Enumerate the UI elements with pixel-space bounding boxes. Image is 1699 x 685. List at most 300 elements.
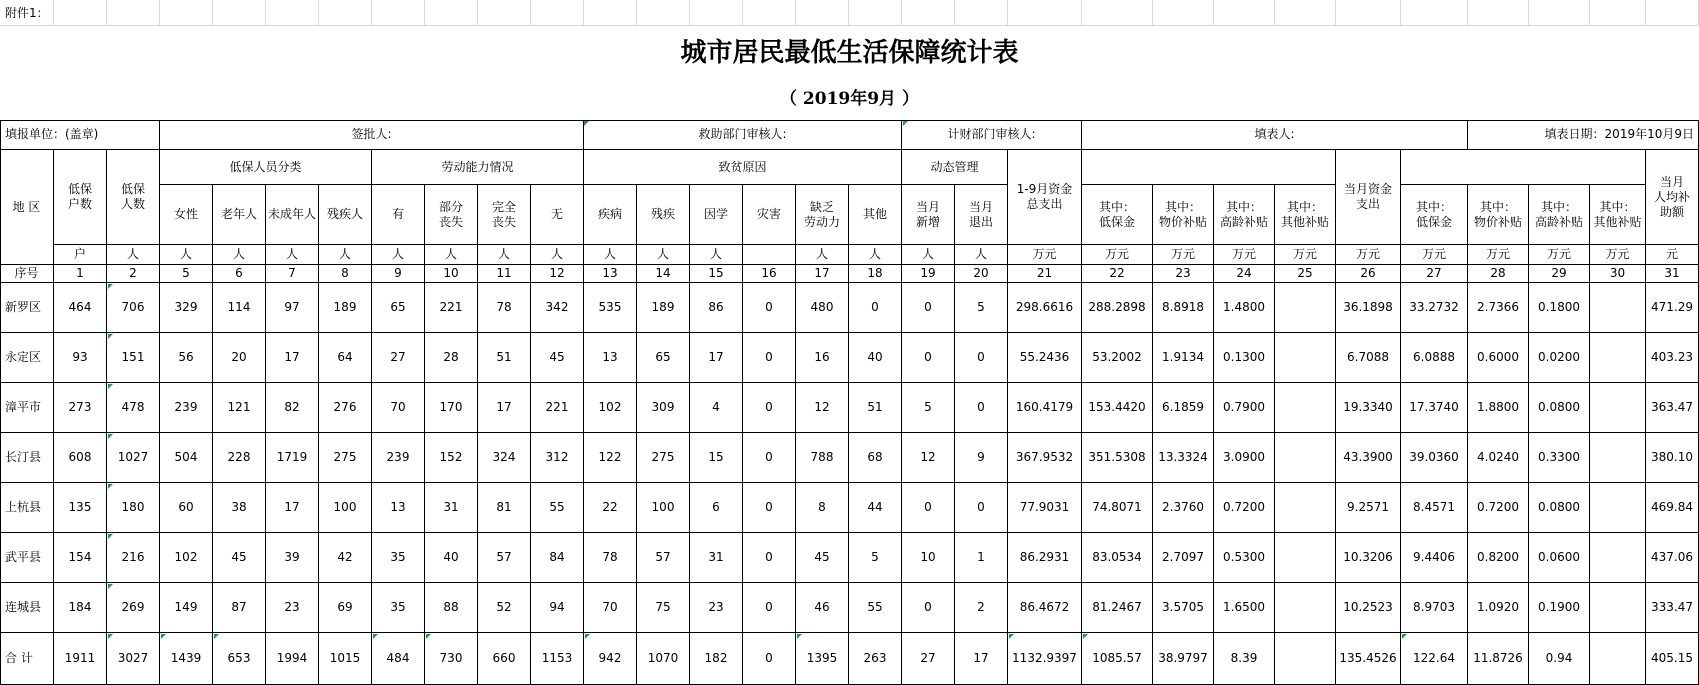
data-cell: 1132.9397 bbox=[1008, 633, 1082, 685]
data-cell: 88 bbox=[425, 583, 478, 633]
data-cell: 0 bbox=[743, 433, 796, 483]
data-cell: 56 bbox=[160, 333, 213, 383]
attachment-label: 附件1： bbox=[5, 5, 49, 20]
unit-cell: 人 bbox=[796, 245, 849, 265]
data-cell: 351.5308 bbox=[1082, 433, 1153, 483]
unit-cell: 人 bbox=[637, 245, 690, 265]
cell-comment-indicator bbox=[108, 384, 113, 389]
data-cell: 15 bbox=[690, 433, 743, 483]
data-cell: 367.9532 bbox=[1008, 433, 1082, 483]
data-cell bbox=[1275, 433, 1336, 483]
cell-comment-indicator bbox=[108, 534, 113, 539]
data-cell: 27 bbox=[902, 633, 955, 685]
header-month-total: 当月资金 支出 bbox=[1336, 150, 1401, 245]
grid-cell bbox=[531, 0, 584, 26]
data-cell bbox=[1590, 433, 1646, 483]
grid-cell bbox=[478, 0, 531, 26]
data-cell: 46 bbox=[796, 583, 849, 633]
data-cell: 0.7200 bbox=[1214, 483, 1275, 533]
data-cell: 0.0800 bbox=[1529, 483, 1590, 533]
data-cell: 0 bbox=[955, 333, 1008, 383]
grid-cell bbox=[1008, 0, 1082, 26]
data-cell: 0.7900 bbox=[1214, 383, 1275, 433]
data-cell: 45 bbox=[796, 533, 849, 583]
header-fund-column: 其中： 物价补贴 bbox=[1153, 185, 1214, 245]
data-cell: 27 bbox=[372, 333, 425, 383]
header-sub-column: 因学 bbox=[690, 185, 743, 245]
grid-cell bbox=[849, 0, 902, 26]
cell-comment-indicator bbox=[108, 334, 113, 339]
unit-cell: 人 bbox=[902, 245, 955, 265]
unit-cell: 万元 bbox=[1336, 245, 1401, 265]
data-cell: 17 bbox=[266, 483, 319, 533]
header-ytd-breakdown-blank bbox=[1082, 150, 1336, 185]
data-cell: 20 bbox=[213, 333, 266, 383]
data-cell: 471.29 bbox=[1646, 283, 1699, 333]
region-name: 漳平市 bbox=[0, 383, 54, 433]
unit-cell: 人 bbox=[319, 245, 372, 265]
data-cell: 0 bbox=[902, 483, 955, 533]
data-cell: 0.6000 bbox=[1468, 333, 1529, 383]
grid-cell bbox=[160, 0, 213, 26]
data-cell: 263 bbox=[849, 633, 902, 685]
data-cell: 0 bbox=[743, 633, 796, 685]
data-cell: 160.4179 bbox=[1008, 383, 1082, 433]
data-cell: 1.0920 bbox=[1468, 583, 1529, 633]
data-cell: 788 bbox=[796, 433, 849, 483]
data-cell: 42 bbox=[319, 533, 372, 583]
data-cell: 100 bbox=[637, 483, 690, 533]
data-cell: 102 bbox=[160, 533, 213, 583]
data-cell: 84 bbox=[531, 533, 584, 583]
grid-cell bbox=[796, 0, 849, 26]
grid-cell bbox=[372, 0, 425, 26]
data-cell: 309 bbox=[637, 383, 690, 433]
data-cell: 504 bbox=[160, 433, 213, 483]
data-cell: 0.0600 bbox=[1529, 533, 1590, 583]
data-cell: 8.8918 bbox=[1153, 283, 1214, 333]
grid-cell bbox=[584, 0, 637, 26]
data-cell bbox=[1590, 483, 1646, 533]
data-cell: 1.4800 bbox=[1214, 283, 1275, 333]
data-cell: 170 bbox=[425, 383, 478, 433]
index-cell: 30 bbox=[1590, 265, 1646, 283]
data-cell: 2.7366 bbox=[1468, 283, 1529, 333]
data-cell: 706 bbox=[107, 283, 160, 333]
data-cell: 275 bbox=[637, 433, 690, 483]
data-cell: 437.06 bbox=[1646, 533, 1699, 583]
index-cell: 26 bbox=[1336, 265, 1401, 283]
data-cell: 1.6500 bbox=[1214, 583, 1275, 633]
data-cell: 5 bbox=[849, 533, 902, 583]
unit-cell: 万元 bbox=[1275, 245, 1336, 265]
index-cell: 31 bbox=[1646, 265, 1699, 283]
data-cell: 97 bbox=[266, 283, 319, 333]
data-cell: 273 bbox=[54, 383, 107, 433]
region-name: 长汀县 bbox=[0, 433, 54, 483]
data-cell: 464 bbox=[54, 283, 107, 333]
data-cell: 4 bbox=[690, 383, 743, 433]
data-cell: 102 bbox=[584, 383, 637, 433]
data-cell: 1.8800 bbox=[1468, 383, 1529, 433]
header-sub-column: 当月 退出 bbox=[955, 185, 1008, 245]
data-cell: 153.4420 bbox=[1082, 383, 1153, 433]
data-cell: 288.2898 bbox=[1082, 283, 1153, 333]
info-finance-reviewer: 计财部门审核人: bbox=[902, 120, 1082, 150]
header-fund-column: 其中： 低保金 bbox=[1082, 185, 1153, 245]
data-cell: 87 bbox=[213, 583, 266, 633]
data-cell: 51 bbox=[849, 383, 902, 433]
data-cell: 78 bbox=[478, 283, 531, 333]
data-cell: 16 bbox=[796, 333, 849, 383]
header-sub-column: 老年人 bbox=[213, 185, 266, 245]
data-cell: 55 bbox=[531, 483, 584, 533]
data-cell: 19.3340 bbox=[1336, 383, 1401, 433]
data-cell: 70 bbox=[372, 383, 425, 433]
unit-cell: 人 bbox=[690, 245, 743, 265]
cell-comment-indicator bbox=[1083, 634, 1088, 639]
header-month-breakdown-blank bbox=[1401, 150, 1646, 185]
index-cell: 8 bbox=[319, 265, 372, 283]
data-cell bbox=[1275, 283, 1336, 333]
grid-cell bbox=[955, 0, 1008, 26]
data-cell: 333.47 bbox=[1646, 583, 1699, 633]
header-sub-column: 残疾 bbox=[637, 185, 690, 245]
unit-cell: 万元 bbox=[1468, 245, 1529, 265]
cell-comment-indicator bbox=[584, 121, 589, 126]
data-cell: 0 bbox=[743, 483, 796, 533]
data-cell: 342 bbox=[531, 283, 584, 333]
data-cell: 5 bbox=[955, 283, 1008, 333]
data-cell: 221 bbox=[425, 283, 478, 333]
unit-cell: 万元 bbox=[1529, 245, 1590, 265]
data-cell: 31 bbox=[690, 533, 743, 583]
data-cell: 6 bbox=[690, 483, 743, 533]
data-cell: 1395 bbox=[796, 633, 849, 685]
data-cell bbox=[1275, 533, 1336, 583]
header-fund-column: 其中： 其他补贴 bbox=[1590, 185, 1646, 245]
data-cell: 17 bbox=[266, 333, 319, 383]
info-relief-reviewer: 救助部门审核人: bbox=[584, 120, 902, 150]
grid-cell bbox=[1401, 0, 1468, 26]
region-name: 合 计 bbox=[0, 633, 54, 685]
data-cell: 93 bbox=[54, 333, 107, 383]
data-cell: 1994 bbox=[266, 633, 319, 685]
data-cell: 23 bbox=[690, 583, 743, 633]
data-cell: 1153 bbox=[531, 633, 584, 685]
data-cell: 0.0800 bbox=[1529, 383, 1590, 433]
data-cell: 216 bbox=[107, 533, 160, 583]
data-cell: 40 bbox=[425, 533, 478, 583]
data-cell: 8.4571 bbox=[1401, 483, 1468, 533]
data-cell: 324 bbox=[478, 433, 531, 483]
data-cell: 6.7088 bbox=[1336, 333, 1401, 383]
data-cell: 94 bbox=[531, 583, 584, 633]
data-cell: 17 bbox=[690, 333, 743, 383]
cell-comment-indicator bbox=[161, 634, 166, 639]
index-cell: 18 bbox=[849, 265, 902, 283]
cell-comment-indicator bbox=[108, 284, 113, 289]
data-cell: 9 bbox=[955, 433, 1008, 483]
grid-cell bbox=[637, 0, 690, 26]
header-sub-column: 灾害 bbox=[743, 185, 796, 245]
header-classification: 低保人员分类 bbox=[160, 150, 372, 185]
data-cell: 184 bbox=[54, 583, 107, 633]
data-cell: 122 bbox=[584, 433, 637, 483]
grid-cell bbox=[902, 0, 955, 26]
index-cell: 29 bbox=[1529, 265, 1590, 283]
data-cell: 135 bbox=[54, 483, 107, 533]
header-sub-column: 完全 丧失 bbox=[478, 185, 531, 245]
grid-cell bbox=[266, 0, 319, 26]
index-cell: 13 bbox=[584, 265, 637, 283]
data-cell: 1911 bbox=[54, 633, 107, 685]
data-cell: 154 bbox=[54, 533, 107, 583]
data-cell: 276 bbox=[319, 383, 372, 433]
data-cell bbox=[1590, 333, 1646, 383]
data-cell: 0.0200 bbox=[1529, 333, 1590, 383]
cell-comment-indicator bbox=[903, 121, 908, 126]
data-cell: 480 bbox=[796, 283, 849, 333]
data-cell: 135.4526 bbox=[1336, 633, 1401, 685]
data-cell: 2.7097 bbox=[1153, 533, 1214, 583]
data-cell: 114 bbox=[213, 283, 266, 333]
data-cell: 33.2732 bbox=[1401, 283, 1468, 333]
data-cell: 0.94 bbox=[1529, 633, 1590, 685]
cell-comment-indicator bbox=[585, 634, 590, 639]
data-cell: 57 bbox=[478, 533, 531, 583]
data-cell: 81 bbox=[478, 483, 531, 533]
unit-cell: 人 bbox=[478, 245, 531, 265]
header-sub-column: 有 bbox=[372, 185, 425, 245]
unit-cell: 人 bbox=[266, 245, 319, 265]
data-cell: 1719 bbox=[266, 433, 319, 483]
data-cell: 469.84 bbox=[1646, 483, 1699, 533]
header-sub-column: 缺乏 劳动力 bbox=[796, 185, 849, 245]
data-cell: 8.9703 bbox=[1401, 583, 1468, 633]
data-cell: 74.8071 bbox=[1082, 483, 1153, 533]
data-cell: 64 bbox=[319, 333, 372, 383]
info-approver: 签批人: bbox=[160, 120, 584, 150]
period-subtitle: （ 2019年9月 ） bbox=[780, 89, 919, 110]
data-cell: 0 bbox=[743, 383, 796, 433]
data-cell: 1027 bbox=[107, 433, 160, 483]
region-name: 永定区 bbox=[0, 333, 54, 383]
data-cell: 39 bbox=[266, 533, 319, 583]
data-cell: 23 bbox=[266, 583, 319, 633]
unit-cell bbox=[743, 245, 796, 265]
data-cell: 12 bbox=[796, 383, 849, 433]
unit-cell: 人 bbox=[107, 245, 160, 265]
header-fund-column: 其中： 低保金 bbox=[1401, 185, 1468, 245]
region-name: 武平县 bbox=[0, 533, 54, 583]
data-cell: 1439 bbox=[160, 633, 213, 685]
data-cell: 13.3324 bbox=[1153, 433, 1214, 483]
data-cell bbox=[1590, 583, 1646, 633]
data-cell: 189 bbox=[637, 283, 690, 333]
cell-comment-indicator bbox=[1402, 634, 1407, 639]
data-cell: 39.0360 bbox=[1401, 433, 1468, 483]
data-cell: 8.39 bbox=[1214, 633, 1275, 685]
index-cell: 2 bbox=[107, 265, 160, 283]
data-cell: 44 bbox=[849, 483, 902, 533]
index-cell: 27 bbox=[1401, 265, 1468, 283]
index-cell: 17 bbox=[796, 265, 849, 283]
data-cell: 653 bbox=[213, 633, 266, 685]
grid-cell bbox=[1082, 0, 1153, 26]
index-cell: 6 bbox=[213, 265, 266, 283]
data-cell: 0 bbox=[743, 283, 796, 333]
data-cell: 0.8200 bbox=[1468, 533, 1529, 583]
data-cell: 45 bbox=[531, 333, 584, 383]
data-cell bbox=[1275, 483, 1336, 533]
data-cell bbox=[1590, 633, 1646, 685]
index-label: 序号 bbox=[0, 265, 54, 283]
data-cell: 122.64 bbox=[1401, 633, 1468, 685]
data-cell: 75 bbox=[637, 583, 690, 633]
data-cell: 12 bbox=[902, 433, 955, 483]
data-cell: 55.2436 bbox=[1008, 333, 1082, 383]
header-poverty-cause: 致贫原因 bbox=[584, 150, 902, 185]
data-cell: 38 bbox=[213, 483, 266, 533]
data-cell: 730 bbox=[425, 633, 478, 685]
data-cell: 0 bbox=[955, 483, 1008, 533]
index-cell: 14 bbox=[637, 265, 690, 283]
index-cell: 20 bbox=[955, 265, 1008, 283]
data-cell: 3.5705 bbox=[1153, 583, 1214, 633]
index-cell: 11 bbox=[478, 265, 531, 283]
data-cell: 17.3740 bbox=[1401, 383, 1468, 433]
data-cell: 70 bbox=[584, 583, 637, 633]
data-cell: 11.8726 bbox=[1468, 633, 1529, 685]
data-cell: 405.15 bbox=[1646, 633, 1699, 685]
data-cell: 55 bbox=[849, 583, 902, 633]
data-cell: 0 bbox=[743, 333, 796, 383]
cell-comment-indicator bbox=[797, 634, 802, 639]
data-cell: 2.3760 bbox=[1153, 483, 1214, 533]
header-sub-column: 疾病 bbox=[584, 185, 637, 245]
unit-cell: 万元 bbox=[1008, 245, 1082, 265]
grid-cell bbox=[213, 0, 266, 26]
index-cell: 25 bbox=[1275, 265, 1336, 283]
header-persons: 低保 人数 bbox=[107, 150, 160, 245]
data-cell: 4.0240 bbox=[1468, 433, 1529, 483]
data-cell: 0.1800 bbox=[1529, 283, 1590, 333]
data-cell: 5 bbox=[902, 383, 955, 433]
data-cell: 65 bbox=[372, 283, 425, 333]
data-cell: 17 bbox=[478, 383, 531, 433]
unit-cell: 人 bbox=[425, 245, 478, 265]
header-fund-column: 其中： 物价补贴 bbox=[1468, 185, 1529, 245]
data-cell: 6.0888 bbox=[1401, 333, 1468, 383]
data-cell: 86.2931 bbox=[1008, 533, 1082, 583]
data-cell: 1070 bbox=[637, 633, 690, 685]
data-cell: 380.10 bbox=[1646, 433, 1699, 483]
data-cell: 100 bbox=[319, 483, 372, 533]
index-cell: 10 bbox=[425, 265, 478, 283]
data-cell: 3027 bbox=[107, 633, 160, 685]
data-cell: 10 bbox=[902, 533, 955, 583]
data-cell: 121 bbox=[213, 383, 266, 433]
header-sub-column: 未成年人 bbox=[266, 185, 319, 245]
data-cell: 239 bbox=[160, 383, 213, 433]
grid-cell bbox=[690, 0, 743, 26]
unit-cell: 万元 bbox=[1082, 245, 1153, 265]
data-cell: 152 bbox=[425, 433, 478, 483]
data-cell: 68 bbox=[849, 433, 902, 483]
grid-cell bbox=[1153, 0, 1214, 26]
grid-cell bbox=[425, 0, 478, 26]
header-sub-column: 当月 新增 bbox=[902, 185, 955, 245]
data-cell: 40 bbox=[849, 333, 902, 383]
data-cell: 77.9031 bbox=[1008, 483, 1082, 533]
data-cell: 86.4672 bbox=[1008, 583, 1082, 633]
cell-comment-indicator bbox=[108, 584, 113, 589]
data-cell: 180 bbox=[107, 483, 160, 533]
data-cell: 535 bbox=[584, 283, 637, 333]
region-name: 连城县 bbox=[0, 583, 54, 633]
grid-cell bbox=[1468, 0, 1529, 26]
cell-comment-indicator bbox=[108, 484, 113, 489]
unit-cell: 万元 bbox=[1214, 245, 1275, 265]
data-cell: 81.2467 bbox=[1082, 583, 1153, 633]
index-cell: 5 bbox=[160, 265, 213, 283]
header-sub-column: 残疾人 bbox=[319, 185, 372, 245]
data-cell: 0 bbox=[955, 383, 1008, 433]
grid-cell bbox=[1646, 0, 1699, 26]
data-cell: 189 bbox=[319, 283, 372, 333]
index-cell: 22 bbox=[1082, 265, 1153, 283]
data-cell: 403.23 bbox=[1646, 333, 1699, 383]
data-cell: 0.5300 bbox=[1214, 533, 1275, 583]
data-cell: 0.1900 bbox=[1529, 583, 1590, 633]
data-cell: 52 bbox=[478, 583, 531, 633]
unit-cell: 万元 bbox=[1153, 245, 1214, 265]
unit-cell: 户 bbox=[54, 245, 107, 265]
header-households: 低保 户数 bbox=[54, 150, 107, 245]
header-fund-column: 其中： 高龄补贴 bbox=[1214, 185, 1275, 245]
header-region: 地 区 bbox=[0, 150, 54, 265]
data-cell: 13 bbox=[584, 333, 637, 383]
grid-cell bbox=[1590, 0, 1646, 26]
header-fund-column: 其中： 高龄补贴 bbox=[1529, 185, 1590, 245]
data-cell: 22 bbox=[584, 483, 637, 533]
data-cell: 2 bbox=[955, 583, 1008, 633]
data-cell: 86 bbox=[690, 283, 743, 333]
unit-cell: 人 bbox=[213, 245, 266, 265]
unit-cell: 人 bbox=[531, 245, 584, 265]
grid-cell bbox=[107, 0, 160, 26]
unit-cell: 人 bbox=[584, 245, 637, 265]
unit-cell: 人 bbox=[955, 245, 1008, 265]
data-cell: 0.3300 bbox=[1529, 433, 1590, 483]
data-cell: 10.3206 bbox=[1336, 533, 1401, 583]
unit-cell: 人 bbox=[372, 245, 425, 265]
data-cell: 1015 bbox=[319, 633, 372, 685]
index-cell: 24 bbox=[1214, 265, 1275, 283]
unit-cell: 万元 bbox=[1590, 245, 1646, 265]
header-sub-column: 其他 bbox=[849, 185, 902, 245]
data-cell: 221 bbox=[531, 383, 584, 433]
data-cell: 43.3900 bbox=[1336, 433, 1401, 483]
index-cell: 12 bbox=[531, 265, 584, 283]
data-cell: 6.1859 bbox=[1153, 383, 1214, 433]
grid-cell bbox=[743, 0, 796, 26]
cell-comment-indicator bbox=[108, 634, 113, 639]
data-cell: 17 bbox=[955, 633, 1008, 685]
cell-comment-indicator bbox=[1009, 634, 1014, 639]
data-cell: 0 bbox=[902, 283, 955, 333]
